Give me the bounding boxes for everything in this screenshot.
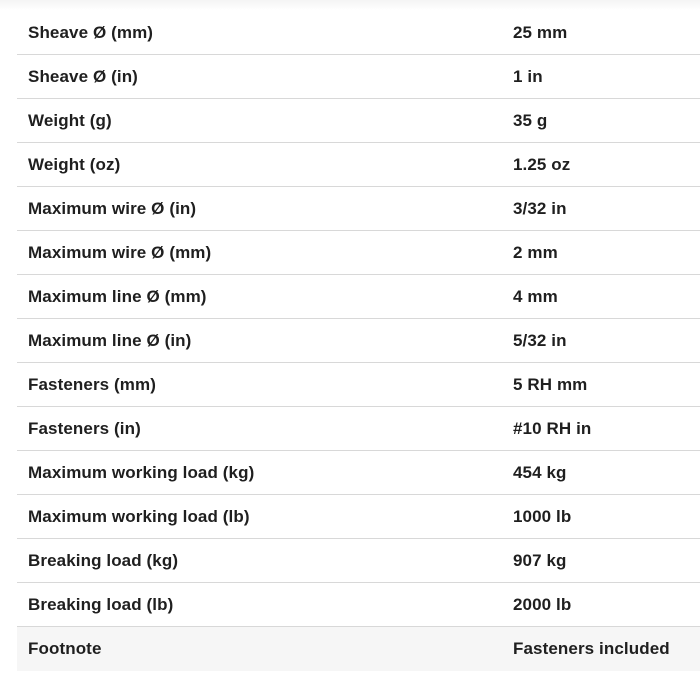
spec-value: 907 kg — [513, 550, 567, 570]
spec-row-breaking-load-kg — [17, 539, 700, 583]
spec-value: 5 RH mm — [513, 374, 588, 394]
spec-label: Sheave Ø (in) — [28, 66, 138, 86]
spec-label: Fasteners (mm) — [28, 374, 156, 394]
spec-value: 1.25 oz — [513, 154, 571, 174]
spec-row-breaking-load-lb — [17, 583, 700, 627]
spec-value: 1 in — [513, 66, 543, 86]
spec-label: Breaking load (kg) — [28, 550, 179, 570]
specifications-table — [17, 11, 700, 671]
spec-label: Maximum wire Ø (in) — [28, 198, 197, 218]
spec-value: 2000 lb — [513, 594, 572, 614]
spec-label: Maximum working load (kg) — [28, 462, 255, 482]
spec-row-sheave-mm — [17, 11, 700, 55]
spec-value: 5/32 in — [513, 330, 567, 350]
spec-label: Sheave Ø (mm) — [28, 22, 154, 42]
spec-row-max-line-in — [17, 319, 700, 363]
spec-label: Maximum line Ø (in) — [28, 330, 192, 350]
spec-value: 2 mm — [513, 242, 558, 262]
spec-value: 454 kg — [513, 462, 567, 482]
spec-label: Breaking load (lb) — [28, 594, 174, 614]
spec-label: Maximum line Ø (mm) — [28, 286, 207, 306]
spec-label: Maximum working load (lb) — [28, 506, 250, 526]
spec-row-footnote — [17, 627, 700, 671]
spec-label: Fasteners (in) — [28, 418, 141, 438]
spec-row-max-wire-mm — [17, 231, 700, 275]
spec-row-fasteners-in — [17, 407, 700, 451]
spec-row-weight-g — [17, 99, 700, 143]
spec-value: 1000 lb — [513, 506, 572, 526]
spec-row-max-line-mm — [17, 275, 700, 319]
spec-value: 25 mm — [513, 22, 568, 42]
spec-row-max-working-load-kg — [17, 451, 700, 495]
spec-value: 3/32 in — [513, 198, 567, 218]
spec-label: Footnote — [28, 639, 102, 658]
spec-value: Fasteners included — [513, 639, 670, 658]
spec-row-max-working-load-lb — [17, 495, 700, 539]
spec-row-max-wire-in — [17, 187, 700, 231]
spec-row-sheave-in — [17, 55, 700, 99]
spec-label: Weight (g) — [28, 110, 112, 130]
spec-label: Weight (oz) — [28, 154, 121, 174]
spec-row-weight-oz — [17, 143, 700, 187]
top-shadow — [0, 0, 700, 10]
spec-row-fasteners-mm — [17, 363, 700, 407]
spec-value: 35 g — [513, 110, 548, 130]
spec-value: #10 RH in — [513, 418, 592, 438]
spec-value: 4 mm — [513, 286, 558, 306]
spec-label: Maximum wire Ø (mm) — [28, 242, 212, 262]
